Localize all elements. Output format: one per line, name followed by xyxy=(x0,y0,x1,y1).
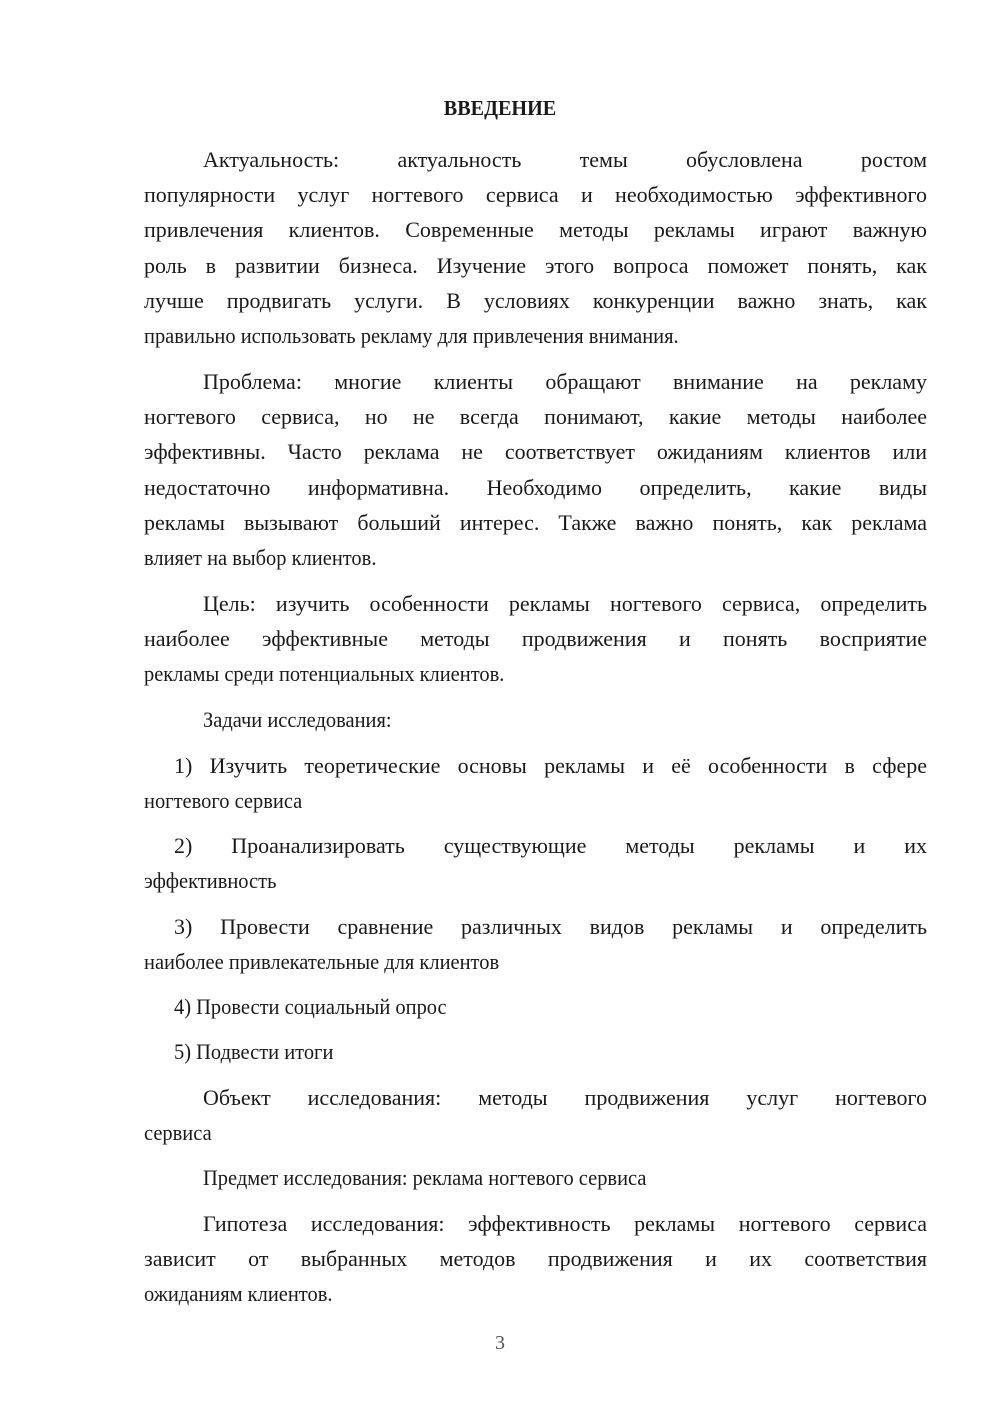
text-line: ногтевого сервиса, но не всегда понимают, какие методы наиболее xyxy=(144,404,927,429)
text-line: 3) Провести сравнение различных видов рекламы и определить xyxy=(174,914,927,939)
text-span: Задачи исследования: xyxy=(203,707,392,732)
text-line: Проблема: многие клиенты обращают внимание на рекламу xyxy=(203,369,927,394)
tasks-heading xyxy=(203,705,927,735)
text-span: 4) Провести социальный опрос xyxy=(174,994,447,1019)
text-span: правильно использовать рекламу для привлечения внимания. xyxy=(144,323,679,348)
paragraph-subject xyxy=(203,1163,927,1193)
text-line xyxy=(144,321,927,351)
text-line: рекламы вызывают больший интерес. Также важно понять, как реклама xyxy=(144,510,927,535)
text-line: 1) Изучить теоретические основы рекламы и её особенности в сфере xyxy=(174,753,927,778)
text-line: эффективны. Часто реклама не соответствует ожиданиям клиентов или xyxy=(144,439,927,464)
text-line: Гипотеза исследования: эффективность рекламы ногтевого сервиса xyxy=(203,1211,927,1236)
text-span: 5) Подвести итоги xyxy=(174,1039,334,1064)
text-line xyxy=(144,659,927,689)
text-span: ожиданиям клиентов. xyxy=(144,1281,333,1306)
text-line: лучше продвигать услуги. В условиях конкуренции важно знать, как xyxy=(144,288,927,313)
text-line xyxy=(144,543,927,573)
text-line: Цель: изучить особенности рекламы ногтевого сервиса, определить xyxy=(203,591,927,616)
text-span: сервиса xyxy=(144,1120,212,1145)
text-line xyxy=(144,1118,927,1148)
text-span: Предмет исследования: реклама ногтевого сервиса xyxy=(203,1165,647,1190)
text-line: 2) Проанализировать существующие методы рекламы и их xyxy=(174,833,927,858)
text-line: популярности услуг ногтевого сервиса и необходимостью эффективного xyxy=(144,182,927,207)
page-title: ВВЕДЕНИЕ xyxy=(443,96,557,120)
text-line: Актуальность: актуальность темы обусловлена ростом xyxy=(203,147,927,172)
text-span: влияет на выбор клиентов. xyxy=(144,545,377,570)
text-line: привлечения клиентов. Современные методы рекламы играют важную xyxy=(144,217,927,242)
text-span: ногтевого сервиса xyxy=(144,788,303,813)
page-number: 3 xyxy=(495,1332,505,1354)
text-span: рекламы среди потенциальных клиентов. xyxy=(144,661,505,686)
text-line xyxy=(144,786,927,816)
text-line: Объект исследования: методы продвижения услуг ногтевого xyxy=(203,1085,927,1110)
text-line: зависит от выбранных методов продвижения и их соответствия xyxy=(144,1246,927,1271)
text-line: недостаточно информативна. Необходимо определить, какие виды xyxy=(144,475,927,500)
text-line xyxy=(144,1279,927,1309)
text-line: наиболее эффективные методы продвижения и понять восприятие xyxy=(144,626,927,651)
text-line xyxy=(174,1037,927,1067)
text-line xyxy=(144,866,927,896)
text-line xyxy=(174,992,927,1022)
text-span: наиболее привлекательные для клиентов xyxy=(144,949,500,974)
text-line: роль в развитии бизнеса. Изучение этого вопроса поможет понять, как xyxy=(144,253,927,278)
text-line xyxy=(144,947,927,977)
text-span: эффективность xyxy=(144,868,277,893)
